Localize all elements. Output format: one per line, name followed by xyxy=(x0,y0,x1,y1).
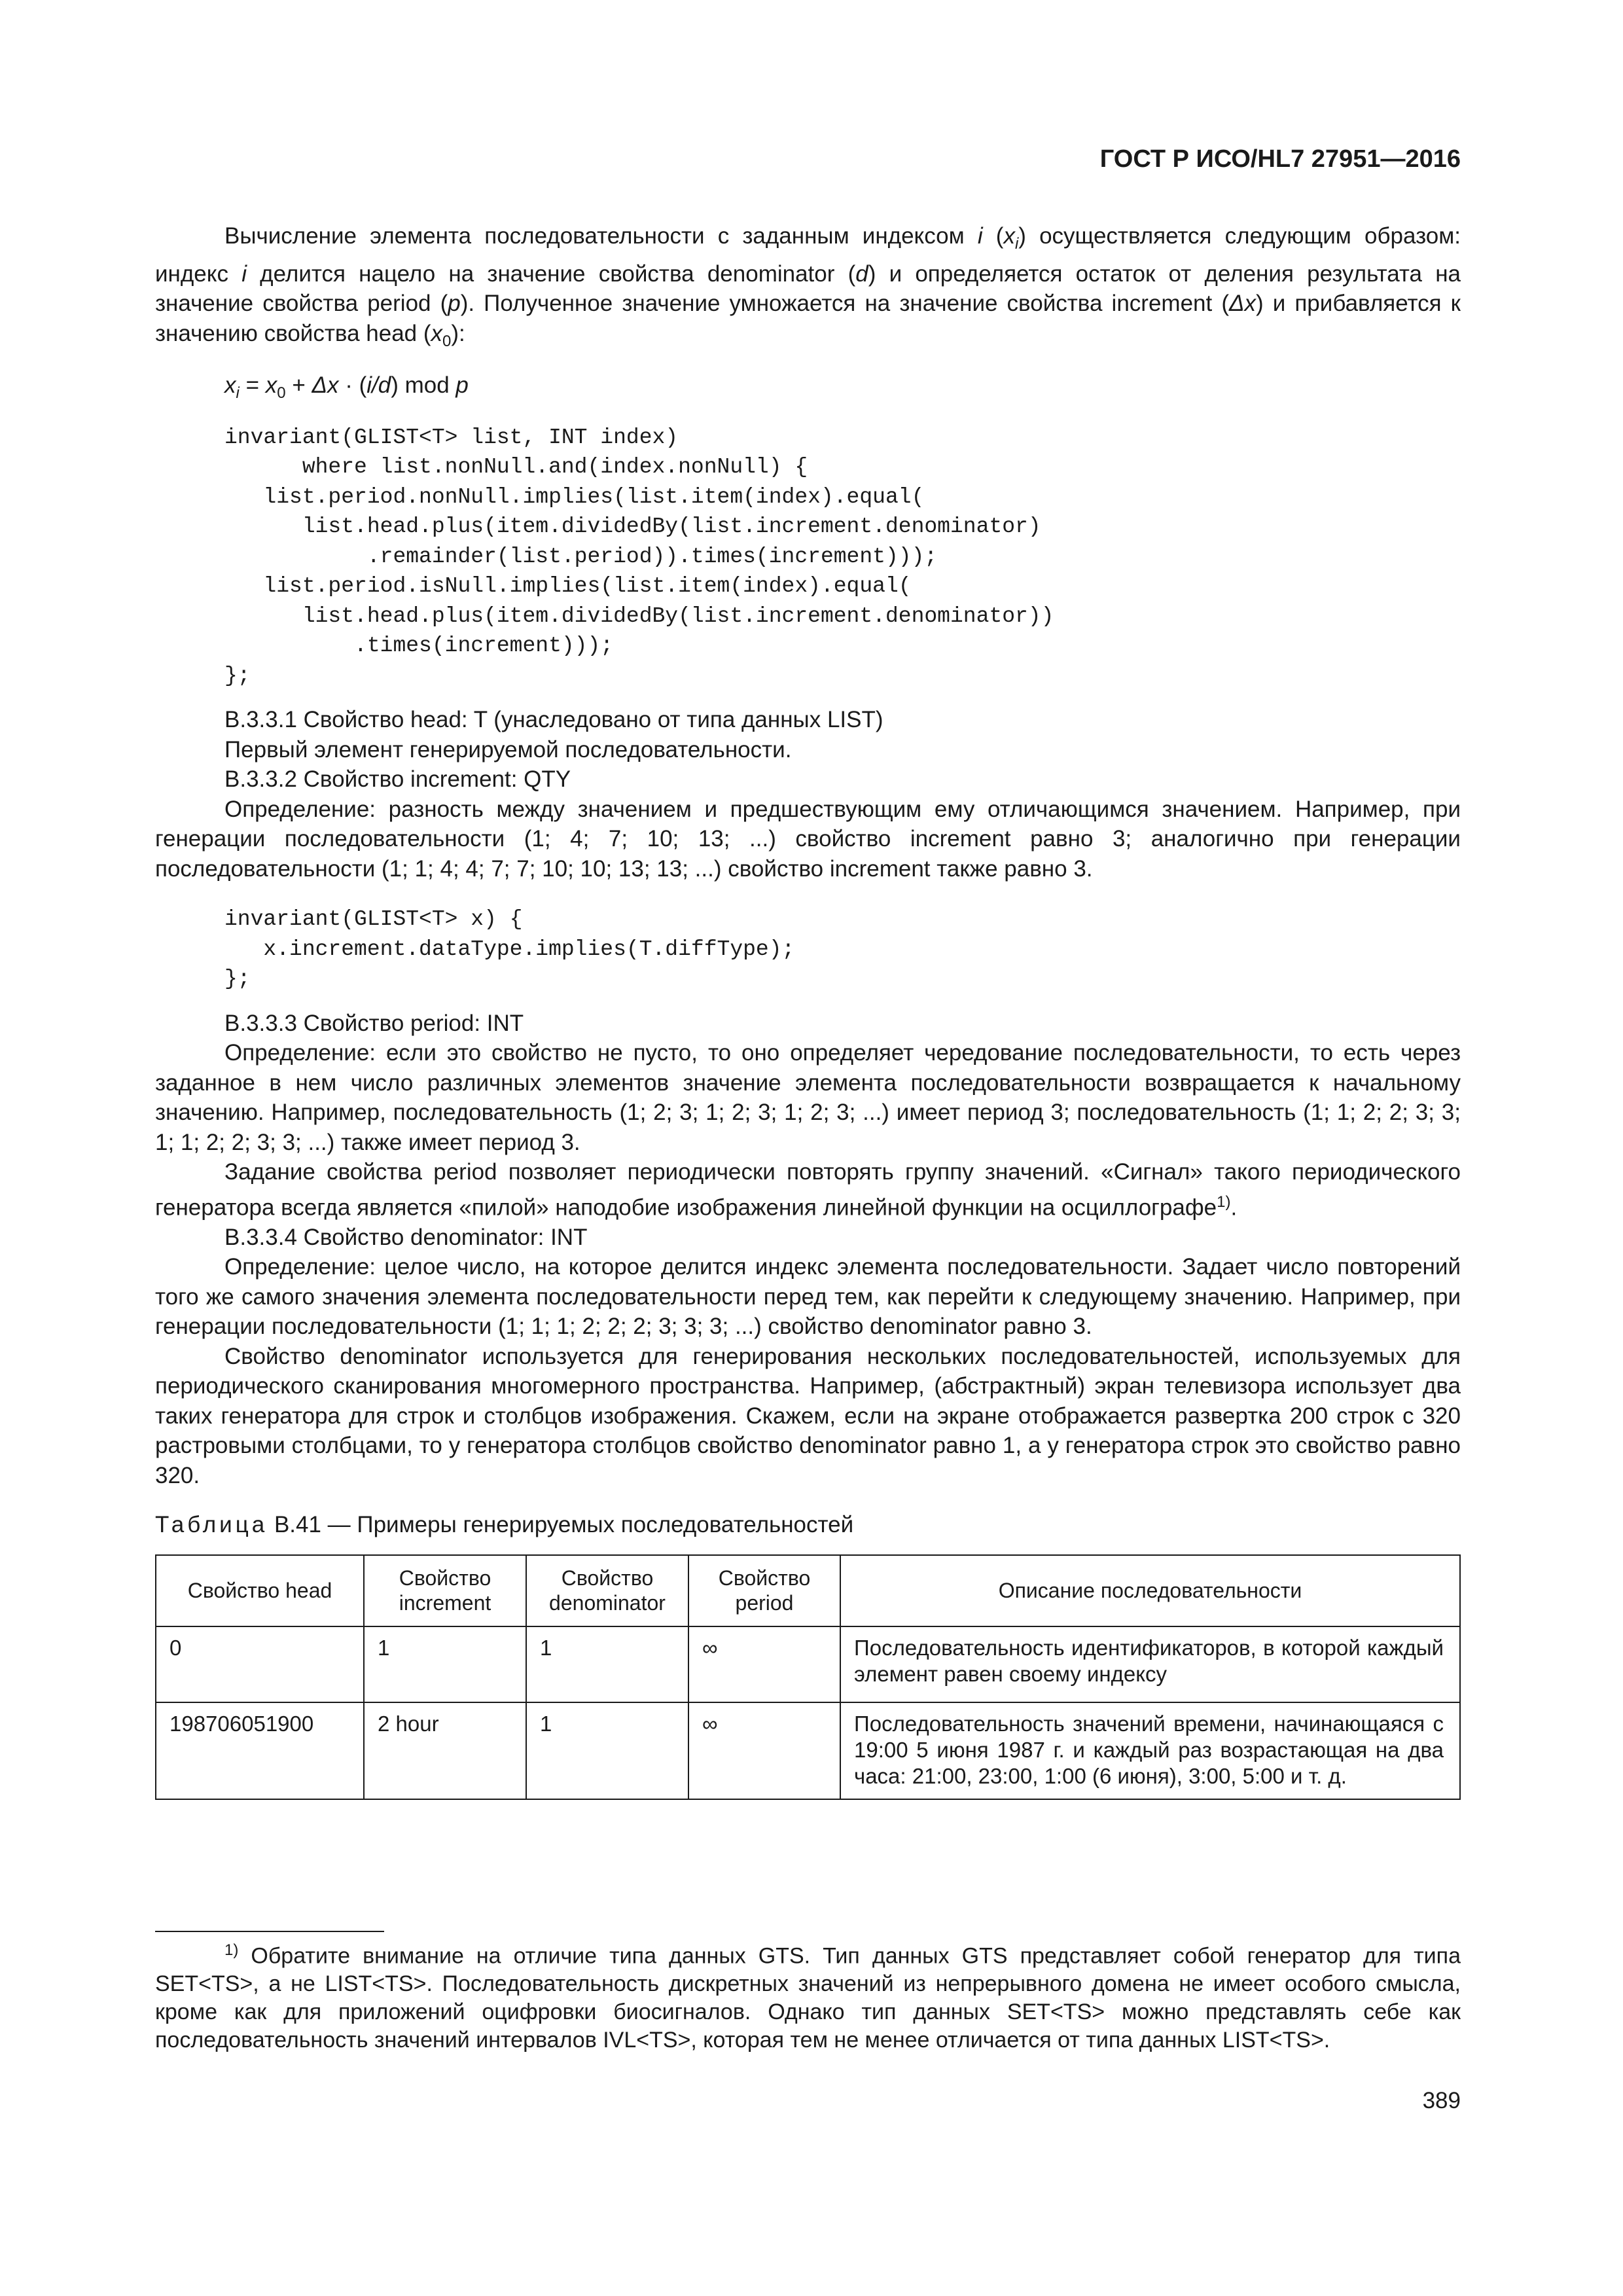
cell-description: Последовательность идентификаторов, в которой каждый элемент равен своему индексу xyxy=(840,1626,1460,1702)
code-line: }; xyxy=(224,663,251,688)
text-run: i xyxy=(1014,235,1019,253)
intro-paragraph xyxy=(155,221,1461,356)
code-block-invariant-list xyxy=(224,423,1461,691)
formula-part: ) mod xyxy=(391,372,456,398)
sequence-examples-table xyxy=(155,1554,1461,1800)
table-caption-text: B.41 — Примеры генерируемых последовательностей xyxy=(268,1512,854,1538)
code-line: where list.nonNull.and(index.nonNull) { xyxy=(224,455,808,479)
text-run: d xyxy=(855,260,868,287)
formula-part: p xyxy=(455,372,469,398)
code-line: list.period.isNull.implies(list.item(index).equal( xyxy=(224,574,912,598)
standard-designation: ГОСТ Р ИСО/HL7 27951—2016 xyxy=(1099,145,1461,173)
text-run: Δx xyxy=(1228,291,1256,316)
main-text xyxy=(155,221,1461,1800)
code-line: .times(increment))); xyxy=(224,634,614,658)
text-run: i xyxy=(241,260,247,287)
code-line: list.period.nonNull.implies(list.item(index).equal( xyxy=(224,484,925,509)
text-run: . xyxy=(1230,1194,1238,1221)
section-text-b332: Определение: разность между значением и предшествующим ему отличающимся значением. Например, при генерации последовательности (1; 4; 7; 10; 13; ...) свойство increment равно 3; аналогично при генерации последовательности (1; 1; 4; 4; 7; 7; 10; 10; 13; 13; ...) свойство increment также равно 3. xyxy=(155,796,1461,882)
text-run: ) и прибавляется к значению свойства head ( xyxy=(155,291,1461,346)
section-heading-b334: B.3.3.4 Свойство denominator: INT xyxy=(224,1224,588,1250)
footnote-mark: 1) xyxy=(224,1941,239,1959)
text-run: ) осуществляется следующим образом: индекс xyxy=(155,223,1461,287)
text-run: Задание свойства period позволяет периодически повторять группу значений. «Сигнал» такого периодического генератора всегда является «пилой» наподобие изображения линейной функции на осциллографе xyxy=(155,1159,1461,1221)
code-block-invariant-increment xyxy=(224,905,1461,994)
header-denominator: Свойство denominator xyxy=(526,1555,688,1626)
text-run: i xyxy=(977,223,983,249)
table-header-row xyxy=(156,1555,1460,1626)
section-text-b333-period xyxy=(155,1157,1461,1223)
formula-part: i xyxy=(236,384,240,402)
footnote xyxy=(155,1936,1461,2054)
code-line: list.head.plus(item.dividedBy(list.increment.denominator) xyxy=(224,514,1041,539)
cell-period: ∞ xyxy=(688,1702,840,1799)
page-number: 389 xyxy=(1422,2088,1461,2113)
table-row xyxy=(156,1626,1460,1702)
formula-part: · ( xyxy=(338,372,367,398)
text-run: Вычисление элемента последовательности с заданным индексом xyxy=(224,223,978,249)
code-line: invariant(GLIST<T> list, INT index) xyxy=(224,425,679,450)
text-run: x xyxy=(1003,223,1015,249)
formula-part: x xyxy=(224,372,236,398)
code-line: invariant(GLIST<T> x) { xyxy=(224,907,523,931)
section-text-b334: Определение: целое число, на которое делится индекс элемента последовательности. Задает число повторений того же самого значения элемента последовательности перед тем, как перейти к следующему значению. Например, при генерации последовательности (1; 1; 1; 2; 2; 2; 3; 3; 3; ...) свойство denominator равно 3. xyxy=(155,1254,1461,1340)
header-description: Описание последовательности xyxy=(840,1555,1460,1626)
cell-head: 198706051900 xyxy=(156,1702,364,1799)
code-line: }; xyxy=(224,967,251,991)
table-caption-word: Таблица xyxy=(155,1512,268,1538)
header-increment: Свойство increment xyxy=(364,1555,526,1626)
header-head: Свойство head xyxy=(156,1555,364,1626)
code-line: .remainder(list.period)).times(increment))); xyxy=(224,544,938,569)
text-run: ( xyxy=(982,223,1004,249)
section-heading-b333: B.3.3.3 Свойство period: INT xyxy=(224,1010,524,1036)
text-run: ) и определяется остаток от деления результата на значение свойства period ( xyxy=(155,260,1461,316)
cell-description: Последовательность значений времени, начинающаяся с 19:00 5 июня 1987 г. и каждый раз возрастающая на два часа: 21:00, 23:00, 1:00 (6 июня), 3:00, 5:00 и т. д. xyxy=(840,1702,1460,1799)
table-caption xyxy=(155,1510,1461,1540)
footnote-text: Обратите внимание на отличие типа данных GTS. Тип данных GTS представляет собой генератор для типа SET<TS>, а не LIST<TS>. Последовательность дискретных значений из непрерывного домена не имеет особого смысла, кроме как для приложений оцифровки биосигналов. Однако тип данных SET<TS> можно представлять себе как последовательность значений интервалов IVL<TS>, которая тем не менее отличается от типа данных LIST<TS>. xyxy=(155,1943,1461,2053)
footnote-divider xyxy=(155,1931,384,1932)
text-run: 0 xyxy=(442,332,452,350)
code-line: list.head.plus(item.dividedBy(list.increment.denominator)) xyxy=(224,603,1054,628)
formula-part: = xyxy=(239,372,266,398)
table-row xyxy=(156,1702,1460,1799)
section-text-b334-usage: Свойство denominator используется для генерирования нескольких последовательностей, используемых для периодического сканирования многомерного пространства. Например, (абстрактный) экран телевизора использует два таких генератора для строк и столбцов изображения. Скажем, если на экране отображается развертка 200 строк с 320 растровыми столбцами, то у генератора столбцов свойство denominator равно 1, а у генератора строк это свойство равно 320. xyxy=(155,1343,1461,1488)
cell-denominator: 1 xyxy=(526,1626,688,1702)
cell-increment: 1 xyxy=(364,1626,526,1702)
formula-part: Δx xyxy=(312,372,339,398)
text-run: ): xyxy=(451,320,465,346)
formula-part: i/d xyxy=(366,372,391,398)
text-run: делится нацело на значение свойства denominator ( xyxy=(246,260,856,287)
section-heading-b331: B.3.3.1 Свойство head: T (унаследовано от типа данных LIST) xyxy=(224,707,883,732)
formula-part: 0 xyxy=(277,384,286,402)
text-run: p xyxy=(448,291,461,316)
text-run: x xyxy=(431,320,443,346)
section-heading-b332: B.3.3.2 Свойство increment: QTY xyxy=(224,766,571,792)
formula-part: + xyxy=(285,372,312,398)
section-text-b331: Первый элемент генерируемой последовательности. xyxy=(224,736,792,762)
section-text-b333: Определение: если это свойство не пусто, то оно определяет чередование последовательности, то есть через заданное в нем число различных элементов значение элемента последовательности возвращается к начальному значению. Например, последовательность (1; 2; 3; 1; 2; 3; 1; 2; 3; ...) имеет период 3; последовательность (1; 1; 2; 2; 3; 3; 1; 1; 2; 2; 3; 3; ...) также имеет период 3. xyxy=(155,1040,1461,1155)
cell-increment: 2 hour xyxy=(364,1702,526,1799)
cell-denominator: 1 xyxy=(526,1702,688,1799)
formula-part: x xyxy=(265,372,277,398)
text-run: ). Полученное значение умножается на значение свойства increment ( xyxy=(460,291,1229,316)
footnote-reference[interactable]: 1) xyxy=(1217,1193,1231,1211)
code-line: x.increment.dataType.implies(T.diffType); xyxy=(224,937,795,961)
cell-head: 0 xyxy=(156,1626,364,1702)
formula xyxy=(224,370,1461,408)
header-period: Свойство period xyxy=(688,1555,840,1626)
cell-period: ∞ xyxy=(688,1626,840,1702)
